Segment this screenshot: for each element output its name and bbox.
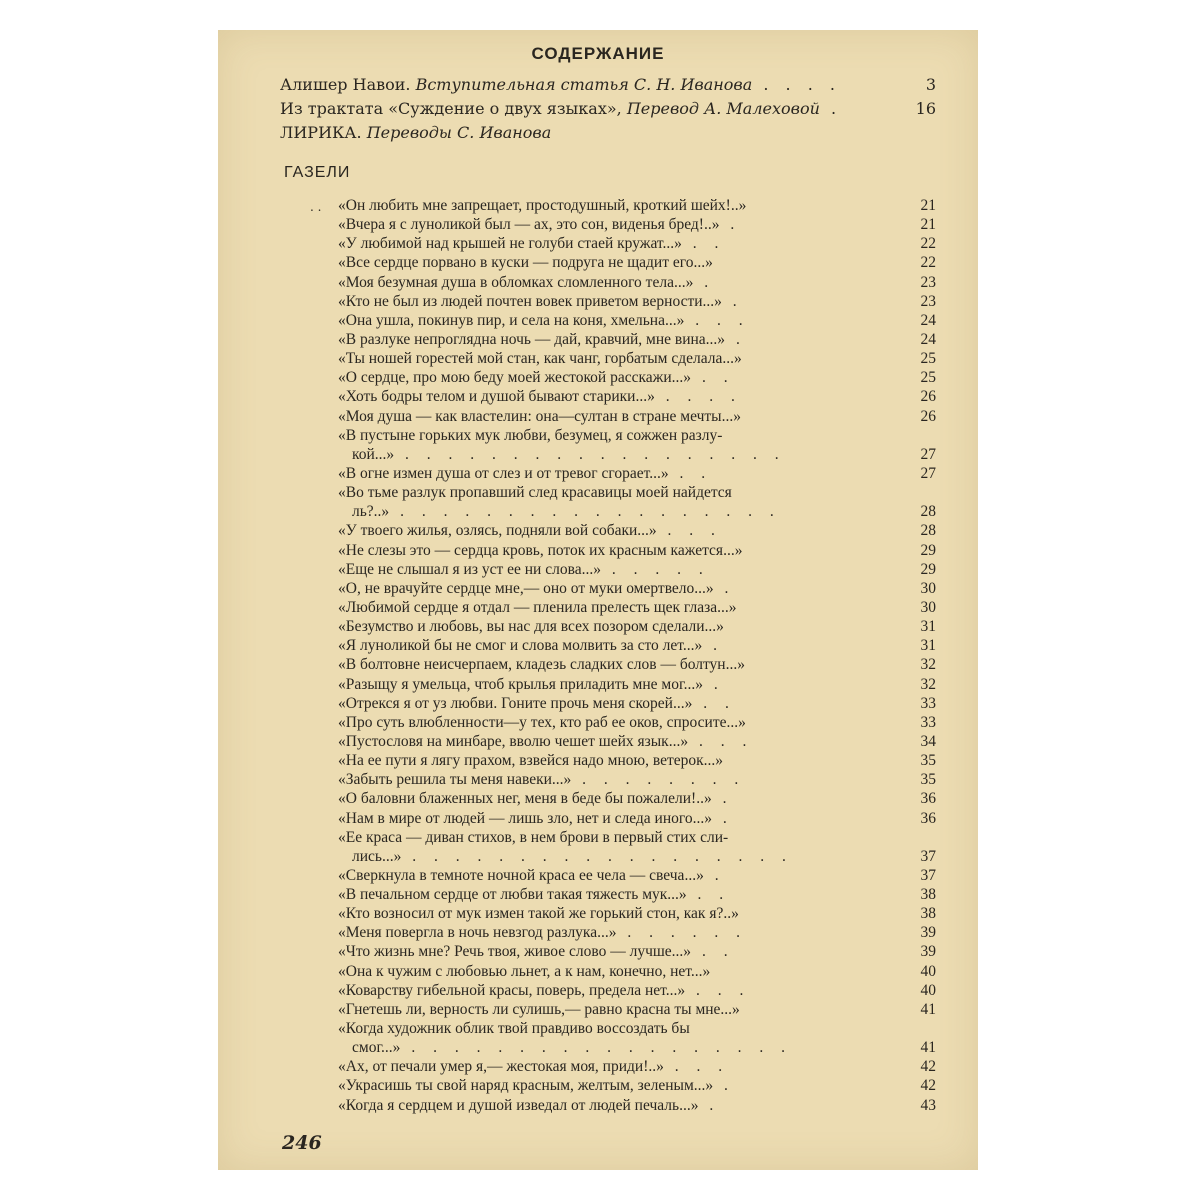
entry-title: ль?..» (352, 503, 390, 521)
toc-entry (338, 751, 936, 770)
entry-title: «О сердце, про мою беду моей жестокой расскажи...» (338, 369, 692, 387)
toc-entry-text (338, 387, 886, 406)
leader-dots: . . . (663, 1058, 730, 1076)
toc-entry (338, 579, 936, 598)
toc-entry (338, 311, 936, 330)
leader-dots: . (713, 1077, 735, 1095)
entry-title: «О, не врачуйте сердце мне,— оно от муки омертвело...» (338, 579, 714, 597)
entry-title: «Все сердце порвано в куски — подруга не щадит его...» (338, 254, 713, 272)
entry-title: «Забыть решила ты меня навеки...» (338, 771, 572, 789)
page-number: 23 (920, 292, 936, 310)
page-number: 37 (920, 866, 936, 884)
toc-entry-text (338, 407, 886, 426)
leader-dots: . (703, 866, 726, 884)
toc-entry (338, 426, 930, 445)
toc-entry (338, 828, 930, 847)
page-number: 42 (920, 1058, 936, 1076)
toc-entry-text (338, 1038, 886, 1057)
toc-entry (338, 387, 936, 406)
page-number: 26 (920, 388, 936, 406)
entry-title: «Она ушла, покинув пир, и села на коня, хмельна...» (338, 311, 685, 329)
page-number: 30 (920, 579, 936, 597)
toc-entry-text (338, 234, 886, 253)
front-entry-2 (280, 98, 936, 120)
section-heading: ГАЗЕЛИ (284, 164, 351, 181)
toc-entry-text (338, 636, 886, 655)
page-number: 35 (920, 771, 936, 789)
entry-title: «В печальном сердце от любви такая тяжесть мук...» (338, 886, 687, 904)
toc-entry-text (338, 311, 886, 330)
toc-entry-text (338, 541, 886, 560)
entry-title: «В огне измен душа от слез и от тревог сгорает...» (338, 464, 669, 482)
toc-entry-text (338, 847, 886, 866)
front-entry-title: Из трактата «Суждение о двух языках», (280, 99, 622, 118)
toc-entry-text (338, 713, 886, 732)
toc-entry-text (338, 560, 886, 579)
entry-title: «Про суть влюбленности—у тех, кто раб ее оков, спросите...» (338, 713, 746, 731)
toc-entry-text (338, 751, 886, 770)
toc-entry (338, 560, 936, 579)
leader-dots: . . (668, 464, 713, 482)
toc-entry (338, 981, 936, 1000)
toc-entry (338, 464, 936, 483)
toc-entry (338, 1000, 936, 1019)
page-number: 31 (920, 618, 936, 636)
entry-title: «Моя безумная душа в обломках сломленного тела...» (338, 273, 694, 291)
page-number: 16 (915, 99, 936, 118)
page-number: 41 (920, 1000, 936, 1018)
toc-entry-text (338, 866, 886, 885)
toc-entry-continuation (338, 1038, 936, 1057)
page-number: 30 (920, 598, 936, 616)
page-number: 24 (920, 330, 936, 348)
page-number: 32 (920, 656, 936, 674)
toc-entry (338, 292, 936, 311)
toc-entry-continuation (338, 445, 936, 464)
entry-title: «Он любить мне запрещает, простодушный, кроткий шейх!..» (338, 197, 747, 214)
page-number: 24 (920, 311, 936, 329)
toc-entry-text (338, 292, 886, 311)
leader-dots: . . . . . . . . . . . . . . . . . . (389, 503, 781, 521)
toc-entry-continuation (338, 502, 936, 521)
entry-title: «Украсишь ты свой наряд красным, желтым, зеленым...» (338, 1077, 714, 1095)
front-entry-1 (280, 74, 936, 96)
toc-entry-text (338, 426, 886, 445)
leader-dots: . (719, 216, 742, 234)
front-entry-title: Алишер Навои. (280, 75, 411, 94)
toc-entry-text (338, 215, 886, 234)
page-number: 40 (920, 981, 936, 999)
entry-title: смог...» (352, 1039, 401, 1057)
page-number: 29 (920, 560, 936, 578)
page-number: 28 (920, 503, 936, 521)
toc-entry-text (338, 1000, 886, 1019)
leader-dots: . . . . . . . . . . . . . . . . . . (400, 1039, 792, 1057)
leader-dots: . (713, 579, 736, 597)
entry-title: «Отрекся я от уз любви. Гоните прочь меня скорей...» (338, 694, 693, 712)
leader-dots: . (693, 273, 716, 291)
page-number: 21 (920, 216, 936, 234)
toc-entry-text (338, 445, 886, 464)
toc-entry-text (338, 770, 886, 789)
entry-title: «В болтовне неисчерпаем, кладезь сладких слов — болтун...» (338, 656, 745, 674)
page-number: 28 (920, 522, 936, 540)
toc-entry-text (338, 579, 886, 598)
front-entry-subtitle: Переводы С. Иванова (361, 123, 552, 142)
entry-title: «Любимой сердце я отдал — пленила прелесть щек глаза...» (338, 598, 737, 616)
page-number: 33 (920, 713, 936, 731)
toc-entry (338, 617, 936, 636)
entry-title: «В разлуке непроглядна ночь — дай, кравчий, мне вина...» (338, 330, 726, 348)
entry-title: «У любимой над крышей не голуби стаей кружат...» (338, 235, 682, 253)
page-number: 42 (920, 1077, 936, 1095)
folio-number: 246 (282, 1132, 322, 1154)
entry-title: «О баловни блаженных нег, меня в беде бы пожалели!..» (338, 790, 712, 808)
leader-dots: . . (692, 694, 736, 712)
toc-entry (338, 541, 936, 560)
entry-title: «Гнетешь ли, верность ли сулишь,— равно красна ты мне...» (338, 1000, 740, 1018)
leader-dots: . . . . (654, 388, 742, 406)
leader-dots: . . . . . . . . . . . . . . . . . . (401, 847, 793, 865)
entry-title: «Еще не слышал я из уст ее ни слова...» (338, 560, 601, 578)
entry-title: «В пустыне горьких мук любви, безумец, я сожжен разлу- (338, 426, 723, 444)
page-number: 3 (925, 75, 936, 94)
leader-dots: . (702, 637, 724, 655)
toc-entry-continuation (338, 847, 936, 866)
toc-entry (338, 789, 936, 808)
page-number: 40 (920, 962, 936, 980)
toc-entry-text (338, 694, 886, 713)
toc-entry (338, 675, 936, 694)
toc-entry (338, 330, 936, 349)
toc-entry (338, 655, 936, 674)
leader-dots: . . (691, 369, 735, 387)
page-number: 29 (920, 541, 936, 559)
toc-entry-text (338, 789, 886, 808)
toc-entry (338, 809, 936, 828)
leader-dots: . (721, 292, 744, 310)
leader-dots: . (711, 809, 734, 827)
page-number: 25 (920, 350, 936, 368)
toc-entry (338, 1057, 936, 1076)
page-number: 39 (920, 924, 936, 942)
front-entry-subtitle: Вступительная статья С. Н. Иванова (410, 75, 753, 94)
toc-entry-text (338, 617, 886, 636)
toc-entry (338, 407, 936, 426)
toc-entry (338, 770, 936, 789)
toc-entry-text (338, 942, 886, 961)
toc-entry-text (338, 675, 886, 694)
entry-title: «Я луноликой бы не смог и слова молвить за сто лет...» (338, 637, 703, 655)
entry-title: «Вчера я с луноликой был — ах, это сон, виденья бред!..» (338, 216, 720, 234)
page-number: 27 (920, 464, 936, 482)
toc-entry-text (338, 464, 886, 483)
page-number: 38 (920, 886, 936, 904)
toc-entry-text (338, 828, 886, 847)
leader-dots: . . . . . . . . . . . . . . . . . . (394, 445, 786, 463)
toc-entry-text (338, 962, 886, 981)
toc-entry (338, 598, 936, 617)
entry-title: «Хоть бодры телом и душой бывают старики...» (338, 388, 655, 406)
toc-entry (338, 215, 936, 234)
leader-dots: . . . (656, 522, 722, 540)
toc-entry-text (338, 196, 886, 215)
toc-entry (338, 1076, 936, 1095)
page-number: 39 (920, 943, 936, 961)
toc-entry (338, 885, 936, 904)
entry-title: «Ах, от печали умер я,— жестокая моя, приди!..» (338, 1058, 664, 1076)
page-number: 27 (920, 445, 936, 463)
toc-entry-text (338, 598, 886, 617)
entry-title: «Сверкнула в темноте ночной краса ее чела — свеча...» (338, 866, 704, 884)
toc-entry (338, 866, 936, 885)
front-entry-subtitle: Перевод А. Малеховой (621, 99, 820, 118)
page-number: 36 (920, 790, 936, 808)
entry-title: «Когда художник облик твой правдиво воссоздать бы (338, 1020, 690, 1038)
entry-title: «Нам в мире от людей — лишь зло, нет и следа иного...» (338, 809, 712, 827)
toc-entry (338, 483, 930, 502)
page-number: 22 (920, 254, 936, 272)
toc-entry-text (338, 732, 886, 751)
entry-title: лись...» (352, 847, 402, 865)
entry-title: «Ты ношей горестей мой стан, как чанг, горбатым сделала...» (338, 350, 742, 368)
entry-title: «Кто не был из людей почтен вовек приветом верности...» (338, 292, 722, 310)
leader-dots: . . (686, 886, 731, 904)
toc-entry-text (338, 330, 886, 349)
toc-entry (338, 273, 936, 292)
page-number: 23 (920, 273, 936, 291)
leader-dots: . (711, 790, 734, 808)
toc-entry (338, 942, 936, 961)
entry-title: «Безумство и любовь, вы нас для всех позором сделали...» (338, 618, 724, 636)
page-heading: СОДЕРЖАНИЕ (531, 44, 665, 63)
page-number: 25 (920, 369, 936, 387)
toc-entry-text (338, 923, 886, 942)
toc-entry-text (338, 483, 886, 502)
leader-dots: . . . . . (600, 560, 710, 578)
page-number: 37 (920, 847, 936, 865)
entry-title: «На ее пути я лягу прахом, взвейся надо мною, ветерок...» (338, 752, 724, 770)
front-entry-title: ЛИРИКА. (280, 123, 362, 142)
toc-entry (338, 904, 936, 923)
entry-title: «Коварству гибельной красы, поверь, предела нет...» (338, 981, 686, 999)
entry-title: кой...» (352, 445, 395, 463)
leader-dots: . . . . . . (616, 924, 747, 942)
entry-title: «Не слезы это — сердца кровь, поток их красным кажется...» (338, 541, 743, 559)
toc-entry (338, 1019, 930, 1038)
toc-entry (338, 349, 936, 368)
page-number: 26 (920, 407, 936, 425)
page-number: 21 (920, 197, 936, 214)
page-number: 33 (920, 694, 936, 712)
toc-entry-text (338, 809, 886, 828)
toc-entry (338, 636, 936, 655)
page-number: 35 (920, 752, 936, 770)
toc-entry (338, 234, 936, 253)
page-number: 32 (920, 675, 936, 693)
toc-entry (338, 713, 936, 732)
leader-dots: . (725, 330, 747, 348)
entry-title: «Пустословя на минбаре, вволю чешет шейх язык...» (338, 732, 689, 750)
toc-entry-text (338, 1076, 886, 1095)
toc-entry-text (338, 253, 886, 272)
toc-entry-text (338, 521, 886, 540)
leader-dots: . . (681, 235, 726, 253)
leader-dots: . . . . (752, 75, 841, 94)
entry-title: «Она к чужим с любовью льнет, а к нам, конечно, нет...» (338, 962, 711, 980)
entry-title: «Что жизнь мне? Речь твоя, живое слово — лучше...» (338, 943, 692, 961)
toc-entry (338, 521, 936, 540)
entry-title: «Когда я сердцем и душой изведал от людей печаль...» (338, 1096, 699, 1114)
toc-entry-text (338, 368, 886, 387)
leader-dots: . (819, 99, 843, 118)
toc-entry-text (338, 655, 886, 674)
front-entry-3 (280, 122, 932, 144)
toc-entry-text (338, 981, 886, 1000)
entry-title: «Во тьме разлук пропавший след красавицы моей найдется (338, 484, 732, 502)
toc-entry-text (338, 273, 886, 292)
leader-dots: . . . (684, 311, 750, 329)
book-page (218, 30, 978, 1170)
margin-mark: . . (310, 200, 322, 214)
leader-dots: . . . (685, 981, 751, 999)
toc-entry-text (338, 1019, 886, 1038)
leader-dots: . (698, 1096, 721, 1114)
page-number: 41 (920, 1039, 936, 1057)
toc-entry-text (338, 1096, 886, 1115)
entry-title: «Разыщу я умельца, чтоб крылья приладить мне мог...» (338, 675, 703, 693)
toc-entry-text (338, 349, 886, 368)
page-number: 38 (920, 905, 936, 923)
toc-list (338, 196, 936, 1115)
toc-entry (338, 196, 936, 215)
leader-dots: . . . . . . . . (571, 771, 746, 789)
entry-title: «У твоего жилья, озлясь, подняли вой собаки...» (338, 522, 657, 540)
page-number: 43 (920, 1096, 936, 1114)
toc-entry (338, 732, 936, 751)
toc-entry (338, 923, 936, 942)
toc-entry (338, 253, 936, 272)
entry-title: «Кто возносил от мук измен такой же горький стон, как я?..» (338, 905, 739, 923)
leader-dots: . . . (688, 732, 754, 750)
toc-entry-text (338, 502, 886, 521)
page-number: 31 (920, 637, 936, 655)
toc-entry-text (338, 885, 886, 904)
toc-entry-text (338, 1057, 886, 1076)
entry-title: «Меня повергла в ночь невзгод разлука...» (338, 924, 617, 942)
page-number: 34 (920, 732, 936, 750)
toc-entry-text (338, 904, 886, 923)
leader-dots: . (702, 675, 725, 693)
leader-dots: . . (691, 943, 735, 961)
page-number: 36 (920, 809, 936, 827)
toc-entry (338, 694, 936, 713)
entry-title: «Моя душа — как властелин: она—султан в стране мечты...» (338, 407, 741, 425)
entry-title: «Ее краса — диван стихов, в нем брови в первый стих сли- (338, 828, 729, 846)
toc-entry (338, 1096, 936, 1115)
page-number: 22 (920, 235, 936, 253)
toc-entry (338, 962, 936, 981)
toc-entry (338, 368, 936, 387)
